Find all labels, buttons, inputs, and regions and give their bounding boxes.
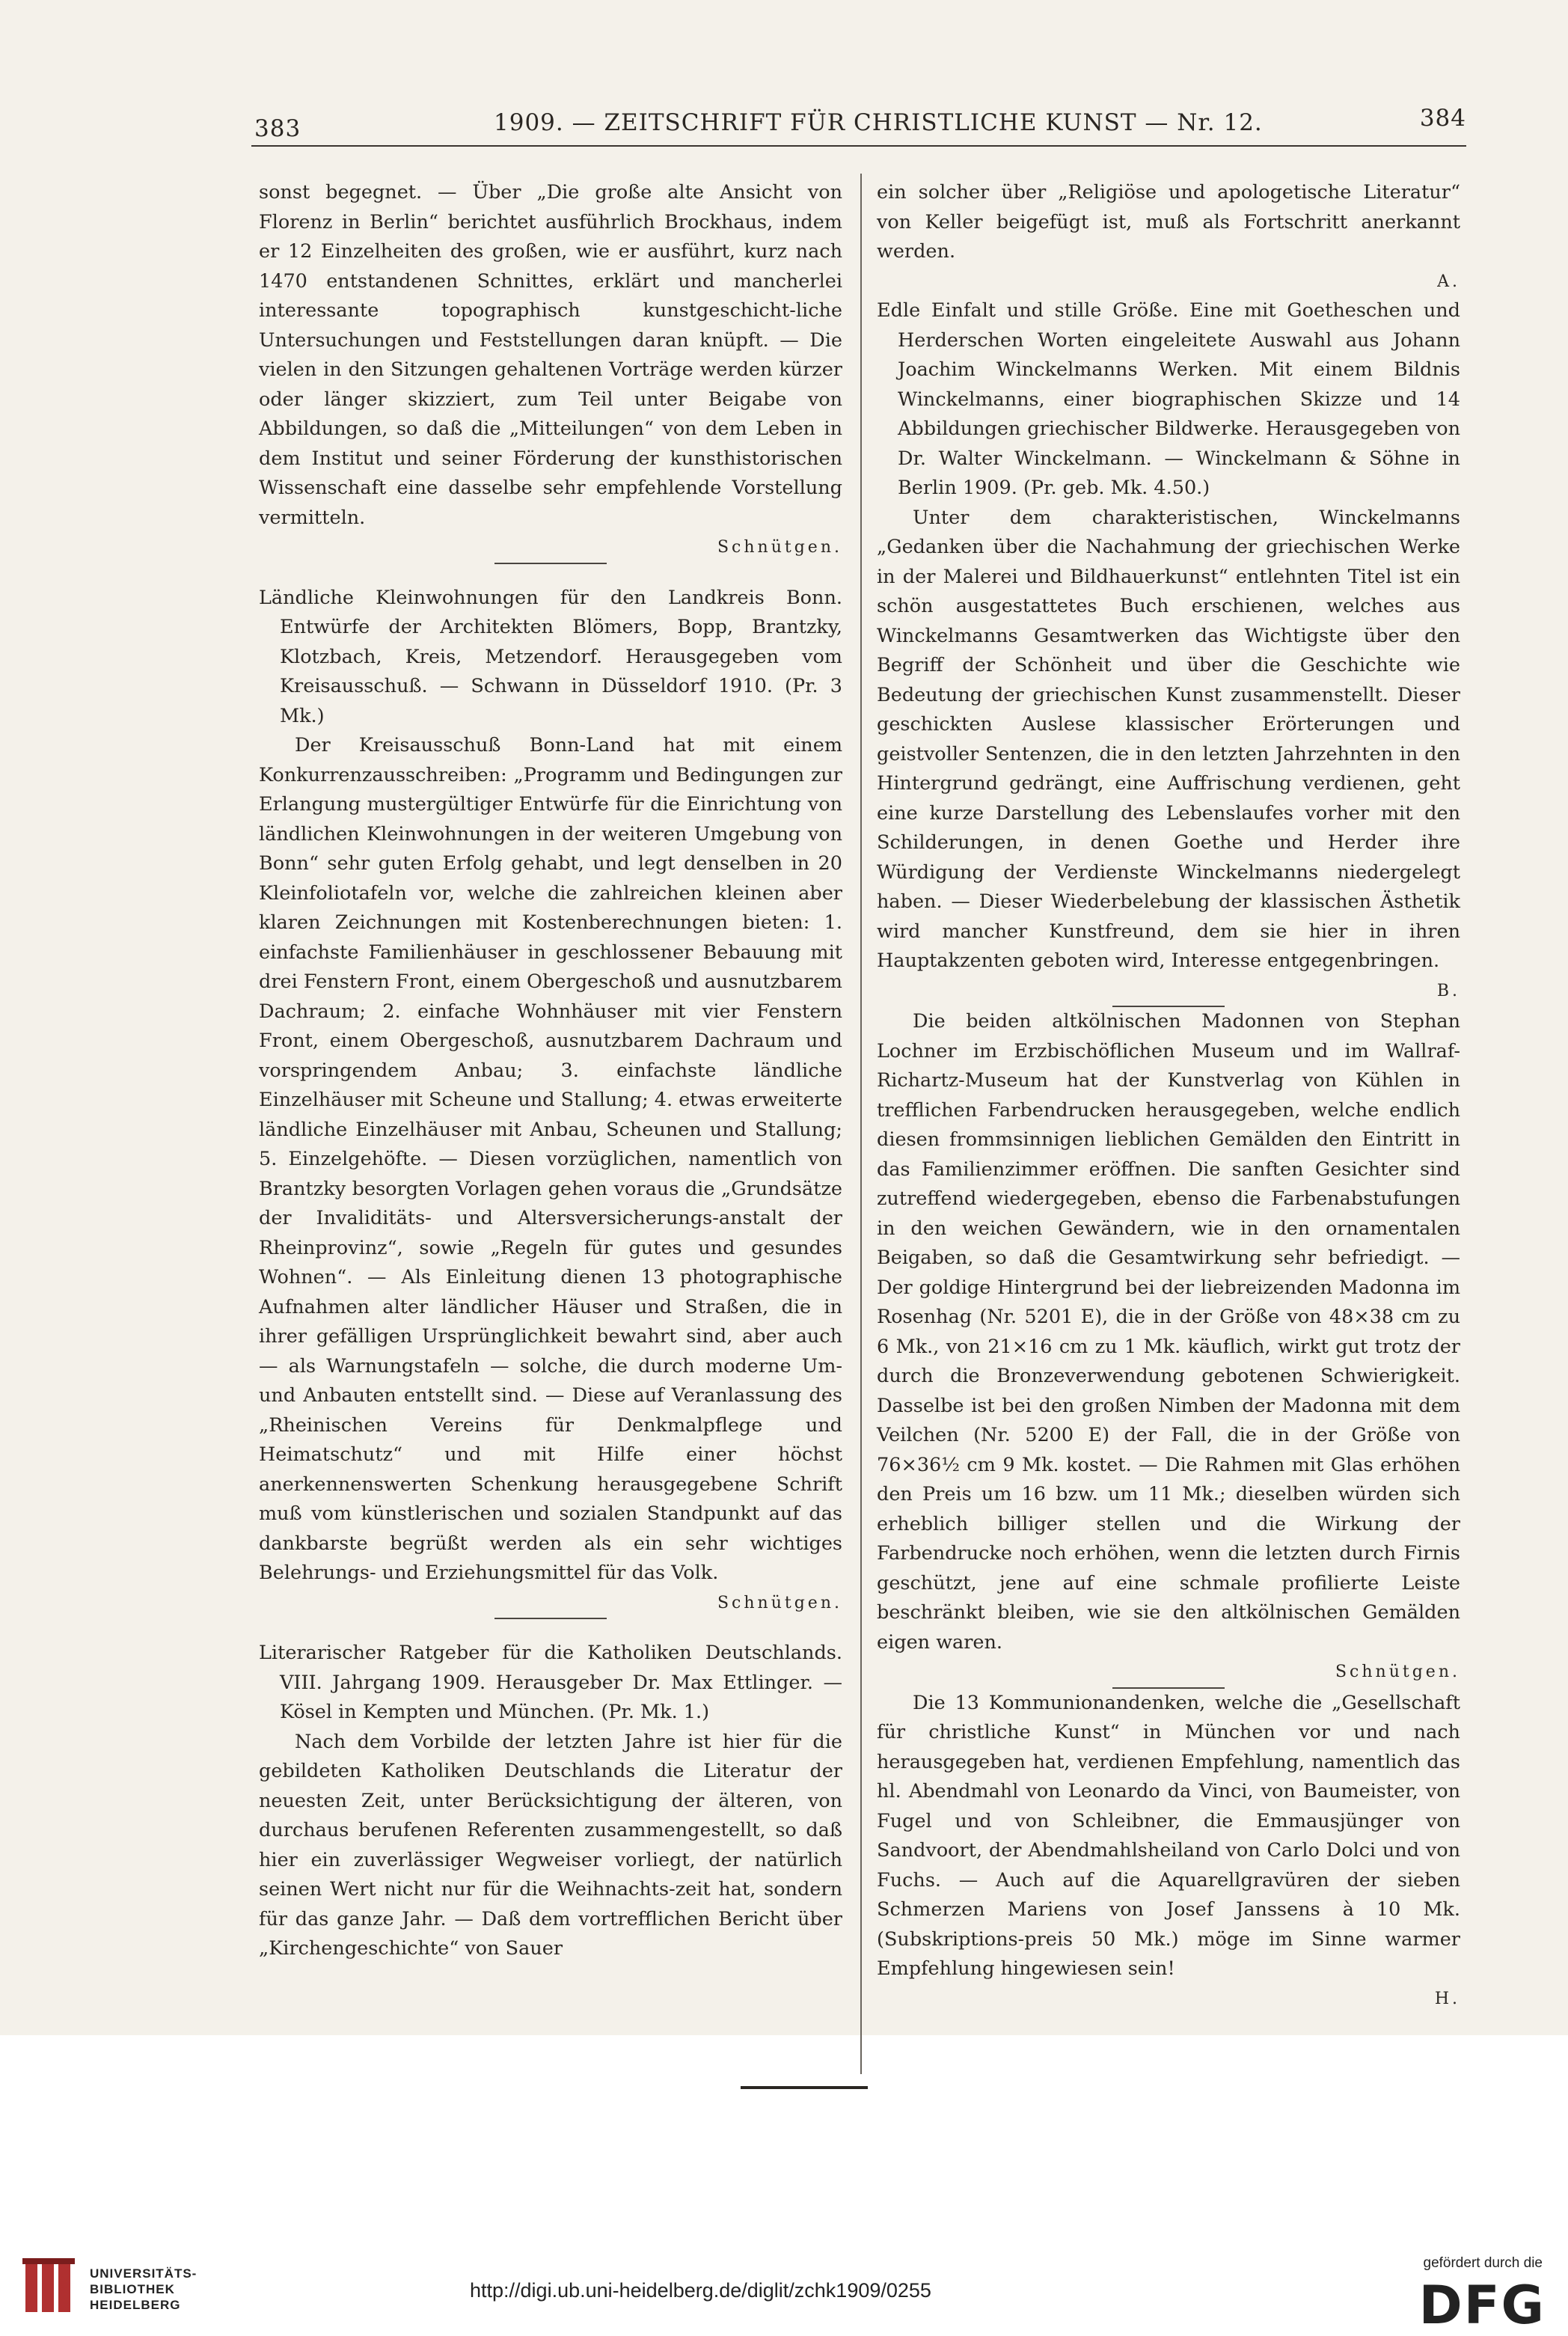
right-column <box>877 178 1460 2014</box>
permalink[interactable]: http://digi.ub.uni-heidelberg.de/diglit/zchk1909/0255 <box>470 2279 931 2302</box>
review-title: Ländliche Kleinwohnungen für den Landkreis Bonn. Entwürfe der Architekten Blömers, Bopp, Brantzky, Klotzbach, Kreis, Metzendorf. Herausgegeben vom Kreisausschuß. — Schwann in Düsseldorf 1910. (Pr. 3 Mk.) <box>259 586 842 727</box>
signature: B. <box>1436 981 1460 1000</box>
column-divider <box>860 174 862 2074</box>
paragraph: Unter dem charakteristischen, Winckelmanns „Gedanken über die Nachahmung der griechischen Werke in der Malerei und Bildhauerkunst“ entlehnten Titel ist ein schön ausgestattetes Buch erschienen, welches aus Winckelmanns Gesamtwerken das Wichtigste über den Begriff der Schönheit und über die Geschichte wie Bedeutung der griechischen Kunst zusammenstellt. Dieser geschickten Auslese klassischer Erörterungen und geistvoller Sentenzen, die in den letzten Jahrzehnten in den Hintergrund gedrängt, eine Auffrischung verdienen, geht eine kurze Darstellung des Lebenslaufes vorher mit den Schilderungen, in denen Goethe und Herder ihre Würdigung der Verdienste Winckelmanns niedergelegt haben. — Dieser Wiederbelebung der klassischen Ästhetik wird mancher Kunstfreund, dem sie hier in ihren Hauptakzenten geboten wird, Interesse entgegenbringen. <box>877 506 1460 972</box>
library-logo-icon <box>22 2258 75 2318</box>
running-title: 1909. — ZEITSCHRIFT FÜR CHRISTLICHE KUNST — Nr. 12. <box>494 109 1263 136</box>
digitization-footer <box>0 2252 1568 2336</box>
signature: H. <box>1434 1989 1460 2008</box>
signature: Schnütgen. <box>1335 1663 1460 1681</box>
running-header <box>254 102 1466 147</box>
review-title: Edle Einfalt und stille Größe. Eine mit Goetheschen und Herderschen Worten eingeleitete Auswahl aus Johann Joachim Winckelmanns Werken. Mit einem Bildnis Winckelmanns, einer biographischen Skizze und 14 Abbildungen griechischer Bildwerke. Herausgegeben von Dr. Walter Winckelmann. — Winckelmann & Söhne in Berlin 1909. (Pr. geb. Mk. 4.50.) <box>877 299 1460 499</box>
paragraph: sonst begegnet. — Über „Die große alte Ansicht von Florenz in Berlin“ berichtet ausführlich Brockhaus, indem er 12 Einzelheiten des großen, wie er ausführt, kurz nach 1470 entstandenen Schnittes, erklärt und mancherlei interessante topographisch kunstgeschicht-liche Untersuchungen und Feststellungen daran knüpft. — Die vielen in den Sitzungen gehaltenen Vorträge werden kürzer oder länger skizziert, zum Teil unter Beigabe von Abbildungen, so daß die „Mitteilungen“ von dem Leben in dem Institut und seiner Förderung der kunsthistorischen Wissenschaft eine dasselbe sehr empfehlende Vorstellung vermitteln. <box>259 181 842 529</box>
end-rule <box>741 2086 868 2089</box>
page-number-right: 384 <box>1419 105 1466 132</box>
page-number-left: 383 <box>254 115 301 142</box>
dfg-logo: DFG <box>1418 2275 1546 2336</box>
paragraph: Die 13 Kommunionandenken, welche die „Gesellschaft für christliche Kunst“ in München vor und nach herausgegeben hat, verdienen Empfehlung, namentlich das hl. Abendmahl von Leonardo da Vinci, von Baumeister, von Fugel und von Schleibner, die Emmausjünger von Sandvoort, der Abendmahlsheiland von Carlo Dolci und von Fuchs. — Auch auf die Aquarellgravüren der sieben Schmerzen Mariens von Josef Janssens à 10 Mk. (Subskriptions-preis 50 Mk.) möge im Sinne warmer Empfehlung hingewiesen sein! <box>877 1691 1460 1980</box>
signature: A. <box>1437 272 1460 291</box>
header-rule <box>251 145 1466 147</box>
paragraph: Die beiden altkölnischen Madonnen von Stephan Lochner im Erzbischöflichen Museum und im Wallraf-Richartz-Museum hat der Kunstverlag von Kühlen in trefflichen Farbendrucken herausgegeben, welche endlich diesen frommsinnigen lieblichen Gemälden den Eintritt in das Familienzimmer eröffnen. Die sanften Gesichter sind zutreffend wiedergegeben, ebenso die Farbenabstufungen in den weichen Gewändern, wie in den ornamentalen Beigaben, so daß die Gesamtwirkung sehr befriedigt. — Der goldige Hintergrund bei der liebreizenden Madonna im Rosenhag (Nr. 5201 E), die in der Größe von 48×38 cm zu 6 Mk., von 21×16 cm zu 1 Mk. käuflich, wirkt gut trotz der durch die Bronzeverwendung gebotenen Schwierigkeit. Dasselbe ist bei den großen Nimben der Madonna mit dem Veilchen (Nr. 5200 E) der Fall, die in der Größe von 76×36½ cm 9 Mk. kostet. — Die Rahmen mit Glas erhöhen den Preis um 16 bzw. um 11 Mk.; dieselben würden sich erheblich billiger stellen und die Wirkung der Farbendrucke noch erhöhen, wenn die letzten durch Firnis geschützt, jene auf eine schmale profilierte Leiste beschränkt bleiben, wie sie den altkölnischen Gemälden eigen waren. <box>877 1010 1460 1654</box>
library-name: UNIVERSITÄTS- BIBLIOTHEK HEIDELBERG <box>90 2266 197 2312</box>
signature: Schnütgen. <box>717 1593 842 1612</box>
left-column <box>259 178 842 1964</box>
paragraph: Der Kreisausschuß Bonn-Land hat mit einem Konkurrenzausschreiben: „Programm und Bedingungen zur Erlangung mustergültiger Entwürfe für die Einrichtung von ländlichen Kleinwohnungen in der weiteren Umgebung von Bonn“ sehr guten Erfolg gehabt, und legt denselben in 20 Kleinfoliotafeln vor, welche die zahlreichen kleinen aber klaren Zeichnungen mit Kostenberechnungen bieten: 1. einfachste Familienhäuser in geschlossener Bebauung mit drei Fenstern Front, einem Obergeschoß und ausnutzbarem Dachraum; 2. einfache Wohnhäuser mit vier Fenstern Front, einem Obergeschoß, ausnutzbarem Dachraum und vorspringendem Anbau; 3. einfachste ländliche Einzelhäuser mit Scheune und Stallung; 4. etwas erweiterte ländliche Einzelhäuser mit Anbau, Scheunen und Stallung; 5. Einzelgehöfte. — Diesen vorzüglichen, namentlich von Brantzky besorgten Vorlagen gehen voraus die „Grundsätze der Invaliditäts- und Altersversicherungs-anstalt der Rheinprovinz“, sowie „Regeln für gutes und gesundes Wohnen“. — Als Einleitung dienen 13 photographische Aufnahmen alter ländlicher Häuser und Straßen, die in ihrer gefälligen Ursprünglichkeit bewahrt sind, aber auch — als Warnungstafeln — solche, die durch moderne Um- und Anbauten entstellt sind. — Diese auf Veranlassung des „Rheinischen Vereins für Denkmalpflege und Heimatschutz“ und mit Hilfe einer höchst anerkennenswerten Schenkung herausgegebene Schrift muß vom künstlerischen und sozialen Standpunkt auf das dankbarste begrüßt werden als ein sehr wichtiges Belehrungs- und Erziehungsmittel für das Volk. <box>259 734 842 1584</box>
funding-label: gefördert durch die <box>1423 2255 1543 2271</box>
paragraph: Nach dem Vorbilde der letzten Jahre ist hier für die gebildeten Katholiken Deutschlands die Literatur der neuesten Zeit, unter Berücksichtigung der älteren, von durchaus berufenen Referenten zusammengestellt, so daß hier ein zuverlässiger Wegweiser vorliegt, der natürlich seinen Wert nicht nur für die Weihnachts-zeit hat, sondern für das ganze Jahr. — Daß dem vortrefflichen Bericht über „Kirchengeschichte“ von Sauer <box>259 1730 842 1960</box>
paragraph: ein solcher über „Religiöse und apologetische Literatur“ von Keller beigefügt ist, muß als Fortschritt anerkannt werden. <box>877 181 1460 263</box>
signature: Schnütgen. <box>717 538 842 557</box>
review-title: Literarischer Ratgeber für die Katholiken Deutschlands. VIII. Jahrgang 1909. Herausgeber Dr. Max Ettlinger. — Kösel in Kempten und München. (Pr. Mk. 1.) <box>259 1642 842 1723</box>
